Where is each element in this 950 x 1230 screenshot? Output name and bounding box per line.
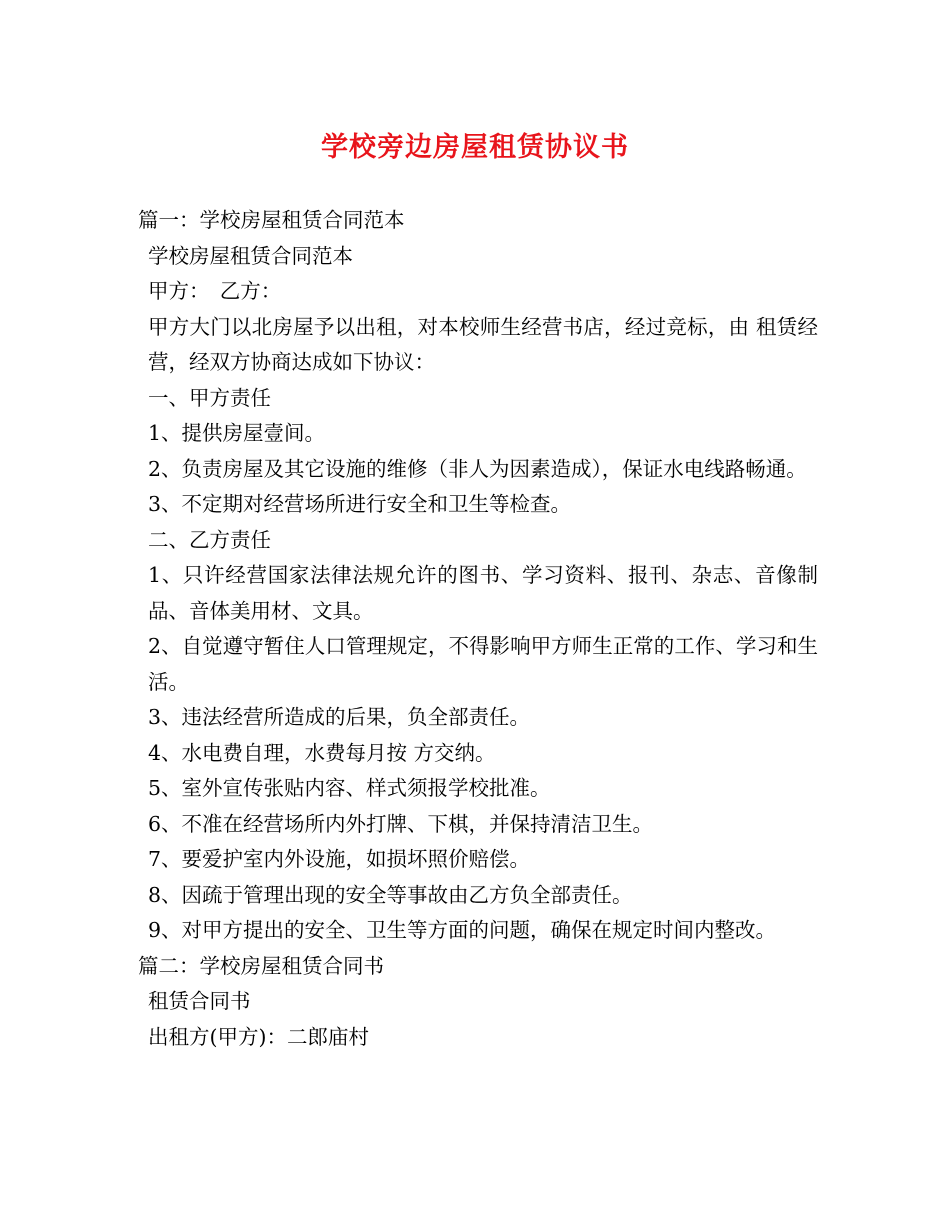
party-b-clause-1: 1、只许经营国家法律法规允许的图书、学习资料、报刊、杂志、音像制品、音体美用材、文具。 — [148, 563, 818, 623]
party-b-clause-7: 7、要爱护室内外设施，如损坏照价赔偿。 — [148, 847, 531, 871]
party-a-clause-3: 3、不定期对经营场所进行安全和卫生等检查。 — [148, 492, 572, 516]
lessor-line: 出租方(甲方)：二郎庙村 — [148, 1024, 369, 1049]
parties-line: 甲方： 乙方： — [148, 279, 282, 303]
party-b-clause-5: 5、室外宣传张贴内容、样式须报学校批准。 — [148, 776, 551, 800]
party-b-heading: 二、乙方责任 — [148, 527, 271, 552]
contract-title-2: 租赁合同书 — [148, 989, 251, 1013]
section-heading-2: 篇二：学校房屋租赁合同书 — [138, 953, 384, 978]
document-title: 学校旁边房屋租赁协议书 — [321, 132, 629, 163]
intro-paragraph: 甲方大门以北房屋予以出租，对本校师生经营书店，经过竞标，由 租赁经营，经双方协商达成如下协议： — [148, 314, 818, 374]
party-b-clause-3: 3、违法经营所造成的后果，负全部责任。 — [148, 705, 531, 729]
party-a-clause-1: 1、提供房屋壹间。 — [148, 421, 326, 445]
party-a-clause-2: 2、负责房屋及其它设施的维修（非人为因素造成），保证水电线路畅通。 — [148, 456, 807, 481]
party-b-clause-4: 4、水电费自理，水费每月按 方交纳。 — [148, 740, 496, 765]
contract-title-1: 学校房屋租赁合同范本 — [148, 243, 353, 268]
party-b-clause-8: 8、因疏于管理出现的安全等事故由乙方负全部责任。 — [148, 882, 633, 907]
party-b-clause-6: 6、不准在经营场所内外打牌、下棋，并保持清洁卫生。 — [148, 811, 654, 836]
party-b-clause-2: 2、自觉遵守暂住人口管理规定，不得影响甲方师生正常的工作、学习和生活。 — [148, 634, 818, 694]
party-a-heading: 一、甲方责任 — [148, 385, 271, 410]
document-body — [138, 203, 818, 1055]
party-b-clause-9: 9、对甲方提出的安全、卫生等方面的问题，确保在规定时间内整改。 — [148, 918, 777, 942]
section-heading-1: 篇一：学校房屋租赁合同范本 — [138, 208, 405, 232]
